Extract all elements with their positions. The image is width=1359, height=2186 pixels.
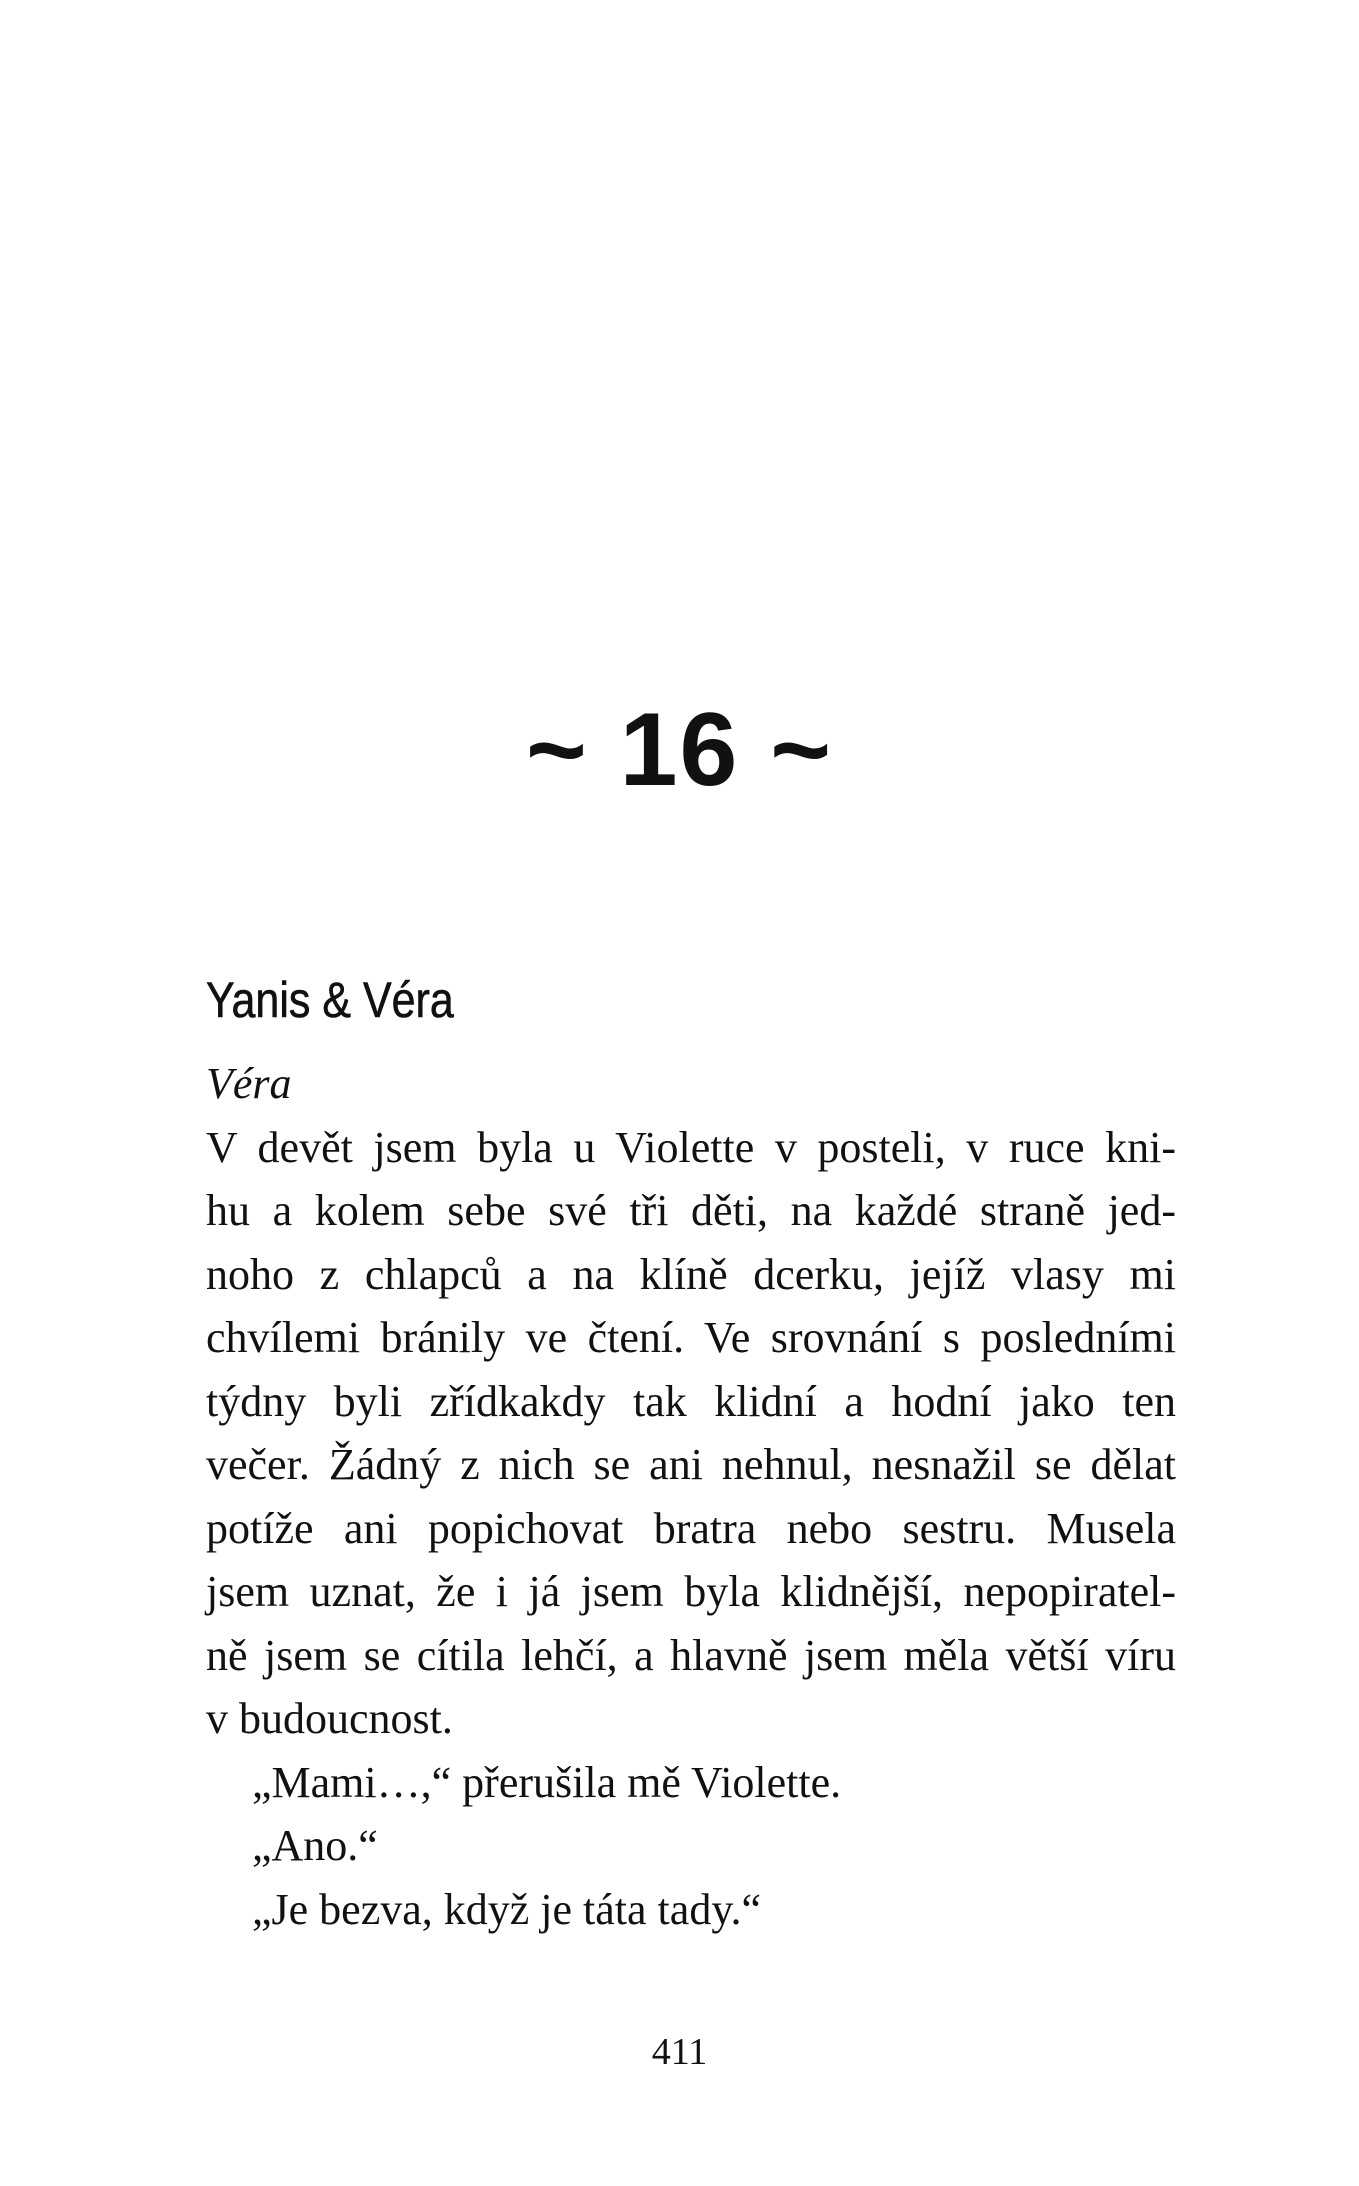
- dialogue-line: „Je bezva, když je táta tady.“: [252, 1884, 761, 1934]
- paragraph-line: hu a kolem sebe své tři děti, na každé straně jed-: [206, 1186, 1176, 1235]
- dialogue-line: „Mami…,“ přerušila mě Violette.: [252, 1757, 842, 1807]
- paragraph-line: V devět jsem byla u Violette v posteli, v ruce kni-: [206, 1122, 1176, 1172]
- body-text: [206, 1052, 1176, 1941]
- narrator-label: Véra: [206, 1059, 292, 1108]
- paragraph-line: večer. Žádný z nich se ani nehnul, nesnažil se dělat: [206, 1440, 1176, 1489]
- paragraph-line: potíže ani popichovat bratra nebo sestru. Musela: [206, 1503, 1176, 1553]
- paragraph-line: v budoucnost.: [206, 1694, 453, 1743]
- section-heading: Yanis & Véra: [206, 972, 454, 1028]
- paragraph-line: týdny byli zřídkakdy tak klidní a hodní jako ten: [206, 1376, 1176, 1426]
- chapter-number: ~ 16 ~: [526, 692, 833, 808]
- page-number: 411: [651, 2031, 708, 2073]
- paragraph-line: chvílemi bránily ve čtení. Ve srovnání s posledními: [206, 1313, 1176, 1362]
- paragraph-line: noho z chlapců a na klíně dcerku, jejíž vlasy mi: [206, 1249, 1176, 1299]
- dialogue-line: „Ano.“: [252, 1821, 378, 1870]
- paragraph-line: ně jsem se cítila lehčí, a hlavně jsem měla větší víru: [206, 1630, 1176, 1680]
- paragraph-line: jsem uznat, že i já jsem byla klidnější, nepopiratel-: [206, 1567, 1176, 1616]
